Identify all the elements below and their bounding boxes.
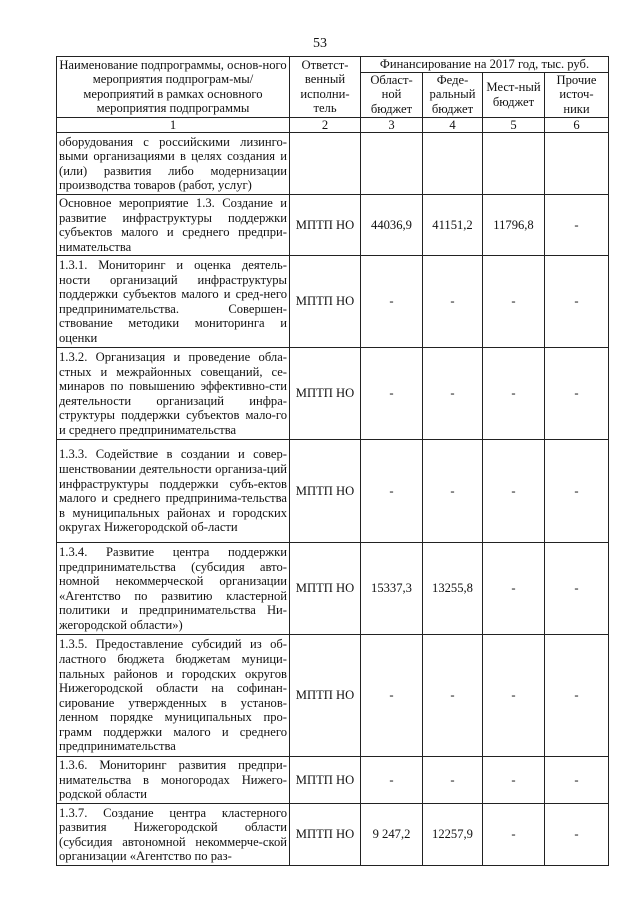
row-name: Основное мероприятие 1.3. Создание и развитие инфраструктуры поддержки субъектов малого и среднего предпри-нимательства — [57, 195, 290, 256]
row-name: оборудования с российскими лизинго-выми организациями в целях создания и (или) развития либо модернизации производства товаров (работ, услуг) — [57, 133, 290, 195]
row-regional: - — [361, 757, 423, 804]
row-local: - — [483, 440, 545, 543]
row-executor: МПТП НО — [290, 804, 361, 866]
row-federal: - — [423, 440, 483, 543]
row-executor: МПТП НО — [290, 256, 361, 348]
row-regional: - — [361, 348, 423, 440]
column-number: 4 — [423, 117, 483, 133]
row-regional — [361, 133, 423, 195]
column-number: 6 — [545, 117, 609, 133]
row-regional: 9 247,2 — [361, 804, 423, 866]
header-name: Наименование подпрограммы, основ-ного мероприятия подпрограм-мы/мероприятий в рамках основного мероприятия подпрограммы — [57, 57, 290, 118]
row-local: - — [483, 635, 545, 757]
row-local — [483, 133, 545, 195]
row-regional: 44036,9 — [361, 195, 423, 256]
row-name: 1.3.5. Предоставление субсидий из об-ластного бюджета бюджетам муници-пальных районов и городских округов Нижегородской области на софинан-сирование утвержденных в установ-ленном порядке муниципальных про-грамм поддержки малого и среднего предпринимательства — [57, 635, 290, 757]
table-row — [57, 195, 609, 256]
row-name: 1.3.2. Организация и проведение обла-стных и межрайонных совещаний, се-минаров по повышению эффективно-сти деятельности организаций инфра-структуры поддержки субъектов мало-го и среднего предпринимательства — [57, 348, 290, 440]
table-row — [57, 256, 609, 348]
column-number: 3 — [361, 117, 423, 133]
header-financing: Финансирование на 2017 год, тыс. руб. — [361, 57, 609, 73]
header-local-budget: Мест-ный бюджет — [483, 72, 545, 117]
row-other: - — [545, 348, 609, 440]
header-executor: Ответст-венный исполни-тель — [290, 57, 361, 118]
row-local: - — [483, 256, 545, 348]
header-other-sources: Прочие источ-ники — [545, 72, 609, 117]
row-executor: МПТП НО — [290, 195, 361, 256]
row-executor: МПТП НО — [290, 757, 361, 804]
row-other: - — [545, 543, 609, 635]
financing-table — [56, 56, 609, 866]
row-other — [545, 133, 609, 195]
column-number: 5 — [483, 117, 545, 133]
row-other: - — [545, 440, 609, 543]
row-local: - — [483, 757, 545, 804]
row-other: - — [545, 635, 609, 757]
row-local: - — [483, 348, 545, 440]
row-federal: - — [423, 348, 483, 440]
row-other: - — [545, 195, 609, 256]
row-federal: - — [423, 635, 483, 757]
row-name: 1.3.6. Мониторинг развития предпри-нимательства в моногородах Нижего-родской области — [57, 757, 290, 804]
header-federal-budget: Феде-ральный бюджет — [423, 72, 483, 117]
table-row — [57, 635, 609, 757]
table-row — [57, 543, 609, 635]
page-number: 53 — [313, 36, 327, 51]
row-other: - — [545, 757, 609, 804]
row-name: 1.3.3. Содействие в создании и совер-шенствовании деятельности организа-ций инфраструктуры поддержки субъ-ектов малого и среднего предпринима-тельства в муниципальных районах и городских округах Нижегородской об-ласти — [57, 440, 290, 543]
row-executor: МПТП НО — [290, 543, 361, 635]
row-name: 1.3.4. Развитие центра поддержки предпринимательства (субсидия авто-номной некоммерческой организации «Агентство по развитию кластерной политики и предпринимательства Ни-жегородской области») — [57, 543, 290, 635]
row-local: - — [483, 543, 545, 635]
row-executor: МПТП НО — [290, 348, 361, 440]
row-local: 11796,8 — [483, 195, 545, 256]
row-executor — [290, 133, 361, 195]
column-number: 2 — [290, 117, 361, 133]
row-federal: 13255,8 — [423, 543, 483, 635]
table-row — [57, 804, 609, 866]
row-other: - — [545, 804, 609, 866]
row-name: 1.3.1. Мониторинг и оценка деятель-ности организаций инфраструктуры поддержки субъектов малого и сред-него предпринимательства. Совершен-ствование методики мониторинга и оценки — [57, 256, 290, 348]
row-executor: МПТП НО — [290, 635, 361, 757]
row-federal: 41151,2 — [423, 195, 483, 256]
row-federal: - — [423, 757, 483, 804]
row-local: - — [483, 804, 545, 866]
header-regional-budget: Област-ной бюджет — [361, 72, 423, 117]
row-name: 1.3.7. Создание центра кластерного развития Нижегородской области (субсидия автономной некоммерче-ской организации «Агентство по раз- — [57, 804, 290, 866]
row-regional: - — [361, 440, 423, 543]
row-federal — [423, 133, 483, 195]
row-federal: 12257,9 — [423, 804, 483, 866]
row-regional: - — [361, 635, 423, 757]
table-row — [57, 440, 609, 543]
table-row — [57, 348, 609, 440]
row-other: - — [545, 256, 609, 348]
row-federal: - — [423, 256, 483, 348]
row-executor: МПТП НО — [290, 440, 361, 543]
table-row — [57, 133, 609, 195]
row-regional: - — [361, 256, 423, 348]
row-regional: 15337,3 — [361, 543, 423, 635]
column-number: 1 — [57, 117, 290, 133]
table-row — [57, 757, 609, 804]
